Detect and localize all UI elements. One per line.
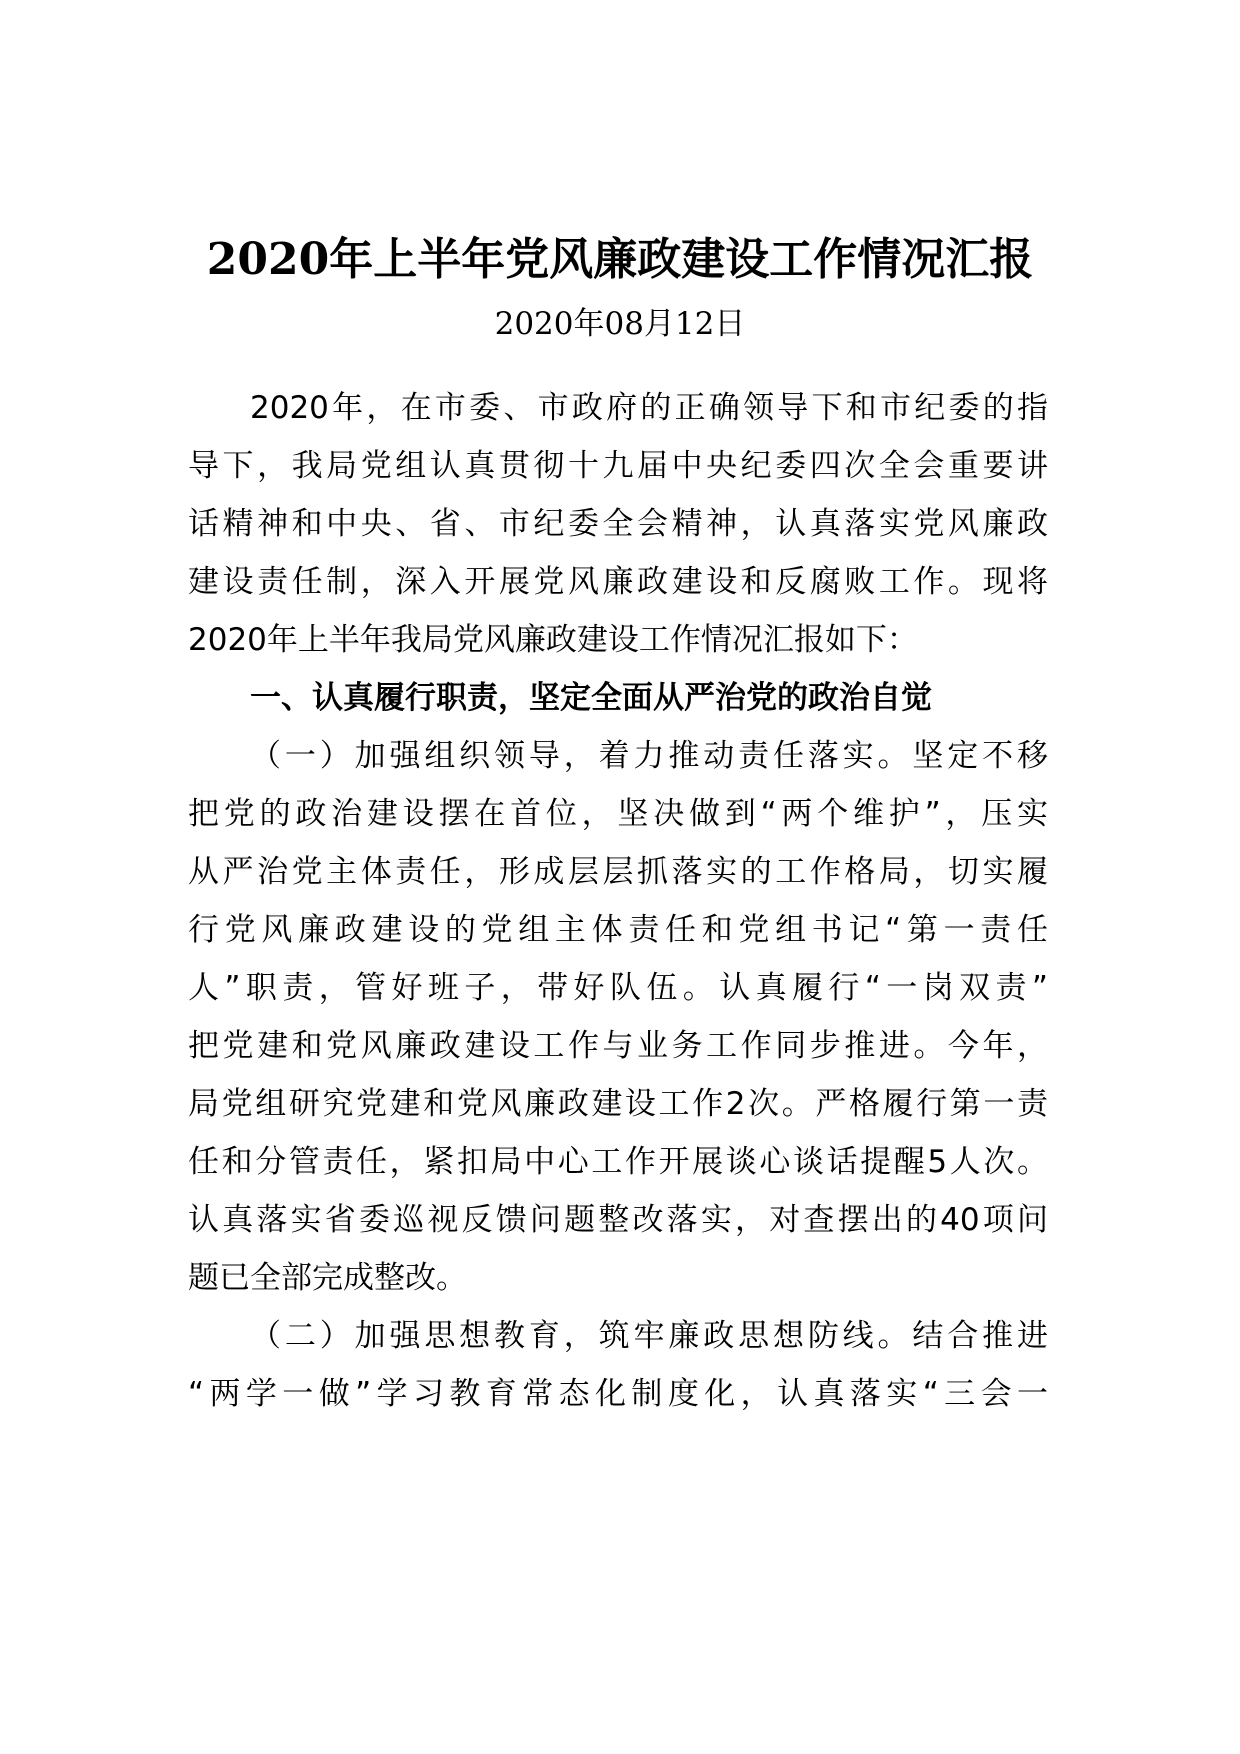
paragraph-line: 话精神和中央、省、市纪委全会精神，认真落实党风廉政 [188, 506, 1048, 542]
paragraph-line: 把党的政治建设摆在首位，坚决做到“两个维护”，压实 [188, 796, 1048, 832]
paragraph-line: （二）加强思想教育，筑牢廉政思想防线。结合推进 [250, 1318, 1048, 1354]
paragraph-line: 建设责任制，深入开展党风廉政建设和反腐败工作。现将 [188, 564, 1048, 600]
paragraph-line: 局党组研究党建和党风廉政建设工作2次。严格履行第一责 [188, 1086, 1048, 1122]
paragraph-line: 2020年，在市委、市政府的正确领导下和市纪委的指 [250, 390, 1048, 426]
paragraph-line: “两学一做”学习教育常态化制度化，认真落实“三会一 [188, 1376, 1048, 1412]
paragraph-line: 导下，我局党组认真贯彻十九届中央纪委四次全会重要讲 [188, 448, 1048, 484]
paragraph-line: 题已全部完成整改。 [188, 1260, 467, 1296]
paragraph-line: （一）加强组织领导，着力推动责任落实。坚定不移 [250, 738, 1048, 774]
paragraph-line: 从严治党主体责任，形成层层抓落实的工作格局，切实履 [188, 854, 1048, 890]
paragraph-line: 任和分管责任，紧扣局中心工作开展谈心谈话提醒5人次。 [188, 1144, 1048, 1180]
document-title: 2020年上半年党风廉政建设工作情况汇报 [206, 234, 1034, 285]
section-heading: 一、认真履行职责，坚定全面从严治党的政治自觉 [250, 680, 932, 716]
document-date: 2020年08月12日 [494, 306, 746, 342]
paragraph-line: 2020年上半年我局党风廉政建设工作情况汇报如下： [188, 622, 918, 658]
paragraph-line: 人”职责，管好班子，带好队伍。认真履行“一岗双责” [188, 970, 1048, 1006]
paragraph-line: 认真落实省委巡视反馈问题整改落实，对查摆出的40项问 [188, 1202, 1048, 1238]
paragraph-line: 把党建和党风廉政建设工作与业务工作同步推进。今年， [188, 1028, 1048, 1064]
paragraph-line: 行党风廉政建设的党组主体责任和党组书记“第一责任 [188, 912, 1048, 948]
